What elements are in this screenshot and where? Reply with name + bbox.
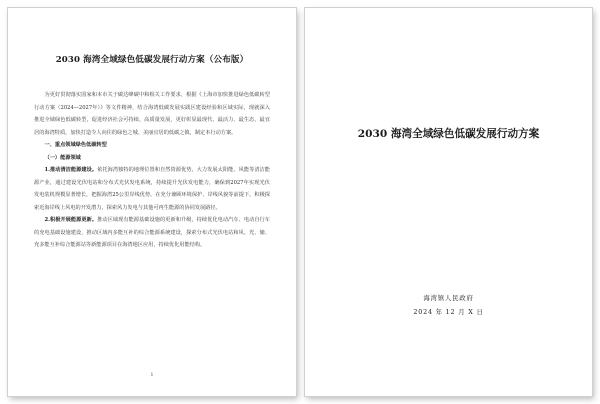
item-text-2: 推动区域现有能源基础设施的更新和升级，持续优化电动汽车、电动自行车的充电基础设施建设，推动区域内多能互补的综合能源系统建设，探索分布式光伏电站和风、光、储、充多能互补综合能源站等新能源项目在海湾地区应用，持续优化用能结构。	[34, 217, 270, 248]
item-text-1: 依托海湾独特的地理位置和自然资源优势，大力发展太阳能、风能等清洁能源产业，通过建设光伏电站和分布式光伏发电系统，持续提升光伏发电能力，确保到2027年实现光伏发电装机规模显著增长，把握海湾25公里岸线优势，在充分兼顾环境保护、岸线风貌等前提下，积极探索近海岸线上风电的开发潜力，探索风力发电与其他可再生能源的协同发展路径。	[34, 167, 270, 211]
item-paragraph-1	[34, 164, 270, 214]
intro-paragraph: 为更好贯彻落实国家和本市关于碳达峰碳中和相关工作要求，根据《上海市加快推进绿色低碳转型行动方案（2024—2027年）》等文件精神，结合海湾低碳发展实践区建设经验和区域实际，现就深入推进全域绿色低碳转型，促进经济社会可持续、高质量发展，更好彰显最现代、最活力、最生态、最宜居的海湾特质，加快打造令人向往的绿色之城、美丽宜居的低碳之镇，制定本行动方案。	[34, 92, 270, 136]
cover-issuer: 海湾镇人民政府	[423, 294, 474, 302]
document-page-cover	[305, 8, 592, 396]
cover-date: 2024 年 12 月 X 日	[413, 308, 484, 316]
cover-title: 2030 海湾全域绿色低碳发展行动方案	[357, 128, 540, 140]
item-lead-2: 2.积极开展能源更新。	[44, 217, 98, 223]
section-heading: 一、重点领域绿色低碳转型	[44, 142, 107, 148]
document-title: 2030 海湾全域绿色低碳发展行动方案（公布版）	[55, 55, 249, 65]
document-page-left	[8, 8, 296, 396]
subsection-heading: （一）能源领域	[44, 154, 81, 161]
item-lead-1: 1.推动清洁能源建设。	[44, 167, 98, 173]
item-paragraph-2	[34, 214, 270, 252]
page-number: 1	[150, 372, 154, 378]
document-body	[34, 89, 270, 252]
